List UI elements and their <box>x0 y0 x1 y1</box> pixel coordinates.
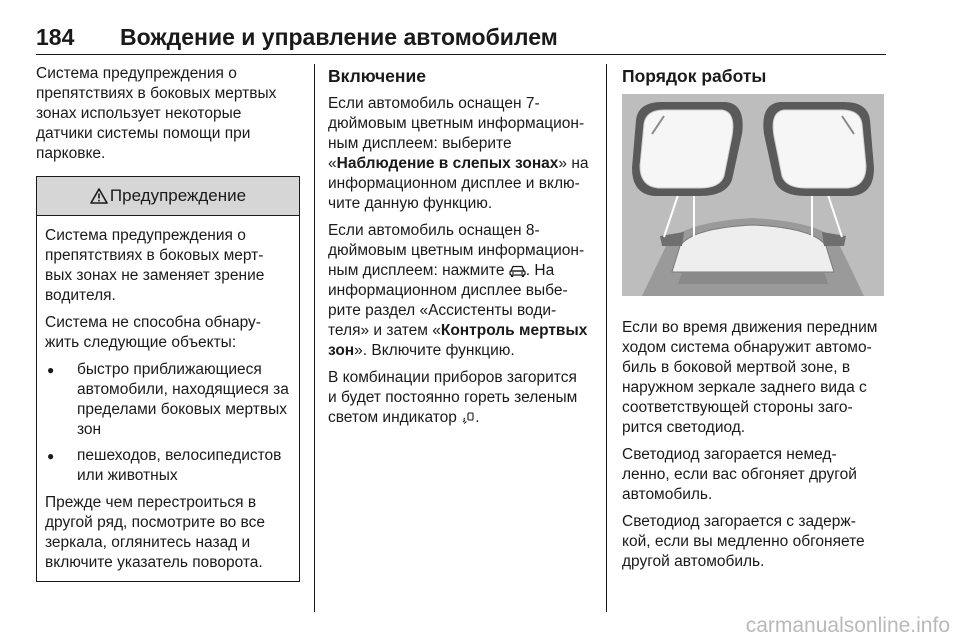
warning-header <box>37 177 299 216</box>
page-header <box>36 14 886 55</box>
watermark: carmanualsonline.info <box>745 614 950 637</box>
menu-item-label: Наблюдение в слепых зонах <box>336 155 559 172</box>
column-1 <box>36 64 300 582</box>
section-heading: Порядок работы <box>622 66 767 86</box>
paragraph: Если автомобиль оснащен 7- дюймовым цветным информацион- ным дисплеем: выберите «Наблюдение в слепых зонах» на информационном дисплее и вклю- чите данную функцию. <box>328 95 589 212</box>
column-3 <box>622 64 890 579</box>
warning-title: Предупреждение <box>109 186 247 205</box>
page-number: 184 <box>36 24 75 50</box>
warning-paragraph: Система не способна обнару- жить следующие объекты: <box>45 314 261 351</box>
column-divider <box>606 64 607 612</box>
paragraph: Светодиод загорается с задерж- кой, если вы медленно обгоняете другой автомобиль. <box>622 513 865 570</box>
paragraph: Светодиод загорается немед- ленно, если вас обгоняет другой автомобиль. <box>622 446 857 503</box>
menu-item-label: зон <box>328 342 355 359</box>
section-heading: Включение <box>328 66 426 86</box>
warning-body <box>37 216 299 581</box>
column-2 <box>328 64 600 435</box>
paragraph: Если автомобиль оснащен 8- дюймовым цветным информацион- ным дисплеем: нажмите . На информационном дисплее выбе- рите раздел «Ассистенты води- теля» и затем «Контроль мертвых зон». Включите функцию. <box>328 222 588 359</box>
paragraph: В комбинации приборов загорится и будет постоянно гореть зеленым светом индикатор . <box>328 369 578 426</box>
list-item: ● пешеходов, велосипедистов или животных <box>45 446 291 486</box>
list-item: ● быстро приближающиеся автомобили, находящиеся за пределами боковых мертвых зон <box>45 360 291 440</box>
warning-bullet-list <box>45 360 291 486</box>
intro-paragraph: Система предупреждения о препятствиях в боковых мертвых зонах использует некоторые датчики системы помощи при парковке. <box>36 65 277 162</box>
warning-paragraph: Система предупреждения о препятствиях в боковых мерт- вых зонах не заменяет зрение водителя. <box>45 227 265 304</box>
column-divider <box>314 64 315 612</box>
mirror-illustration <box>622 94 884 296</box>
blind-spot-indicator-icon <box>461 411 475 425</box>
car-icon <box>509 264 526 278</box>
chapter-title: Вождение и управление автомобилем <box>120 24 558 50</box>
menu-item-label: Контроль мертвых <box>440 322 588 339</box>
warning-triangle-icon <box>90 188 108 204</box>
paragraph: Если во время движения передним ходом система обнаружит автомо- биль в боковой мертвой зоне, в наружном зеркале заднего вида с соответствующей стороны заго- рится светодиод. <box>622 319 878 436</box>
warning-box <box>36 176 300 582</box>
warning-paragraph: Прежде чем перестроиться в другой ряд, посмотрите во все зеркала, оглянитесь назад и включите указатель поворота. <box>45 494 265 571</box>
